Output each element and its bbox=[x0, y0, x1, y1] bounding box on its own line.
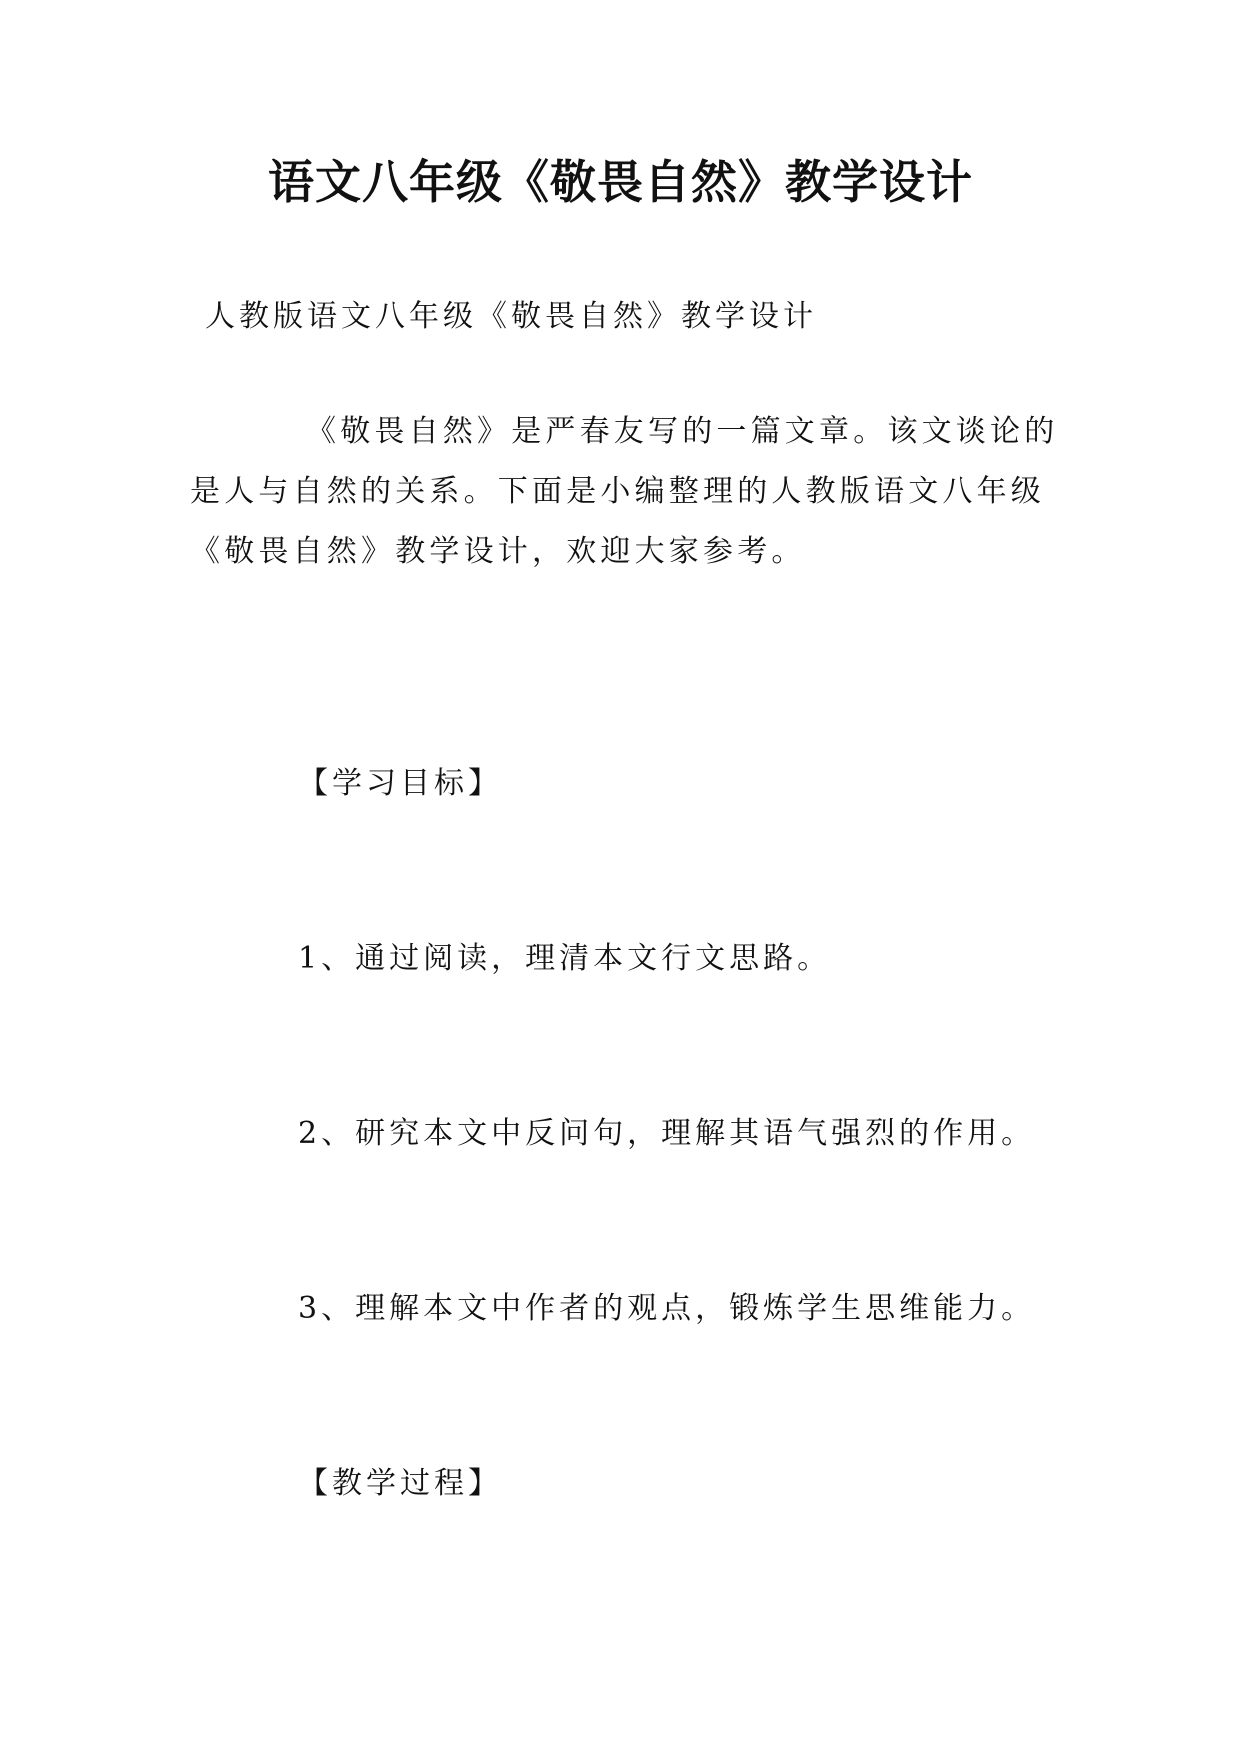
section-heading-learning-goals: 【学习目标】 bbox=[298, 766, 502, 801]
learning-goal-item: 3、理解本文中作者的观点，锻炼学生思维能力。 bbox=[298, 1291, 1036, 1326]
document-title: 语文八年级《敬畏自然》教学设计 bbox=[268, 155, 973, 209]
learning-goal-item: 2、研究本文中反问句，理解其语气强烈的作用。 bbox=[298, 1116, 1036, 1151]
section-heading-teaching-process: 【教学过程】 bbox=[298, 1466, 502, 1501]
intro-paragraph: 《敬畏自然》是严春友写的一篇文章。该文谈论的是人与自然的关系。下面是小编整理的人教版语文八年级《敬畏自然》教学设计，欢迎大家参考。 bbox=[190, 414, 1059, 569]
learning-goal-item: 1、通过阅读，理清本文行文思路。 bbox=[298, 941, 832, 976]
document-subtitle: 人教版语文八年级《敬畏自然》教学设计 bbox=[205, 299, 817, 334]
